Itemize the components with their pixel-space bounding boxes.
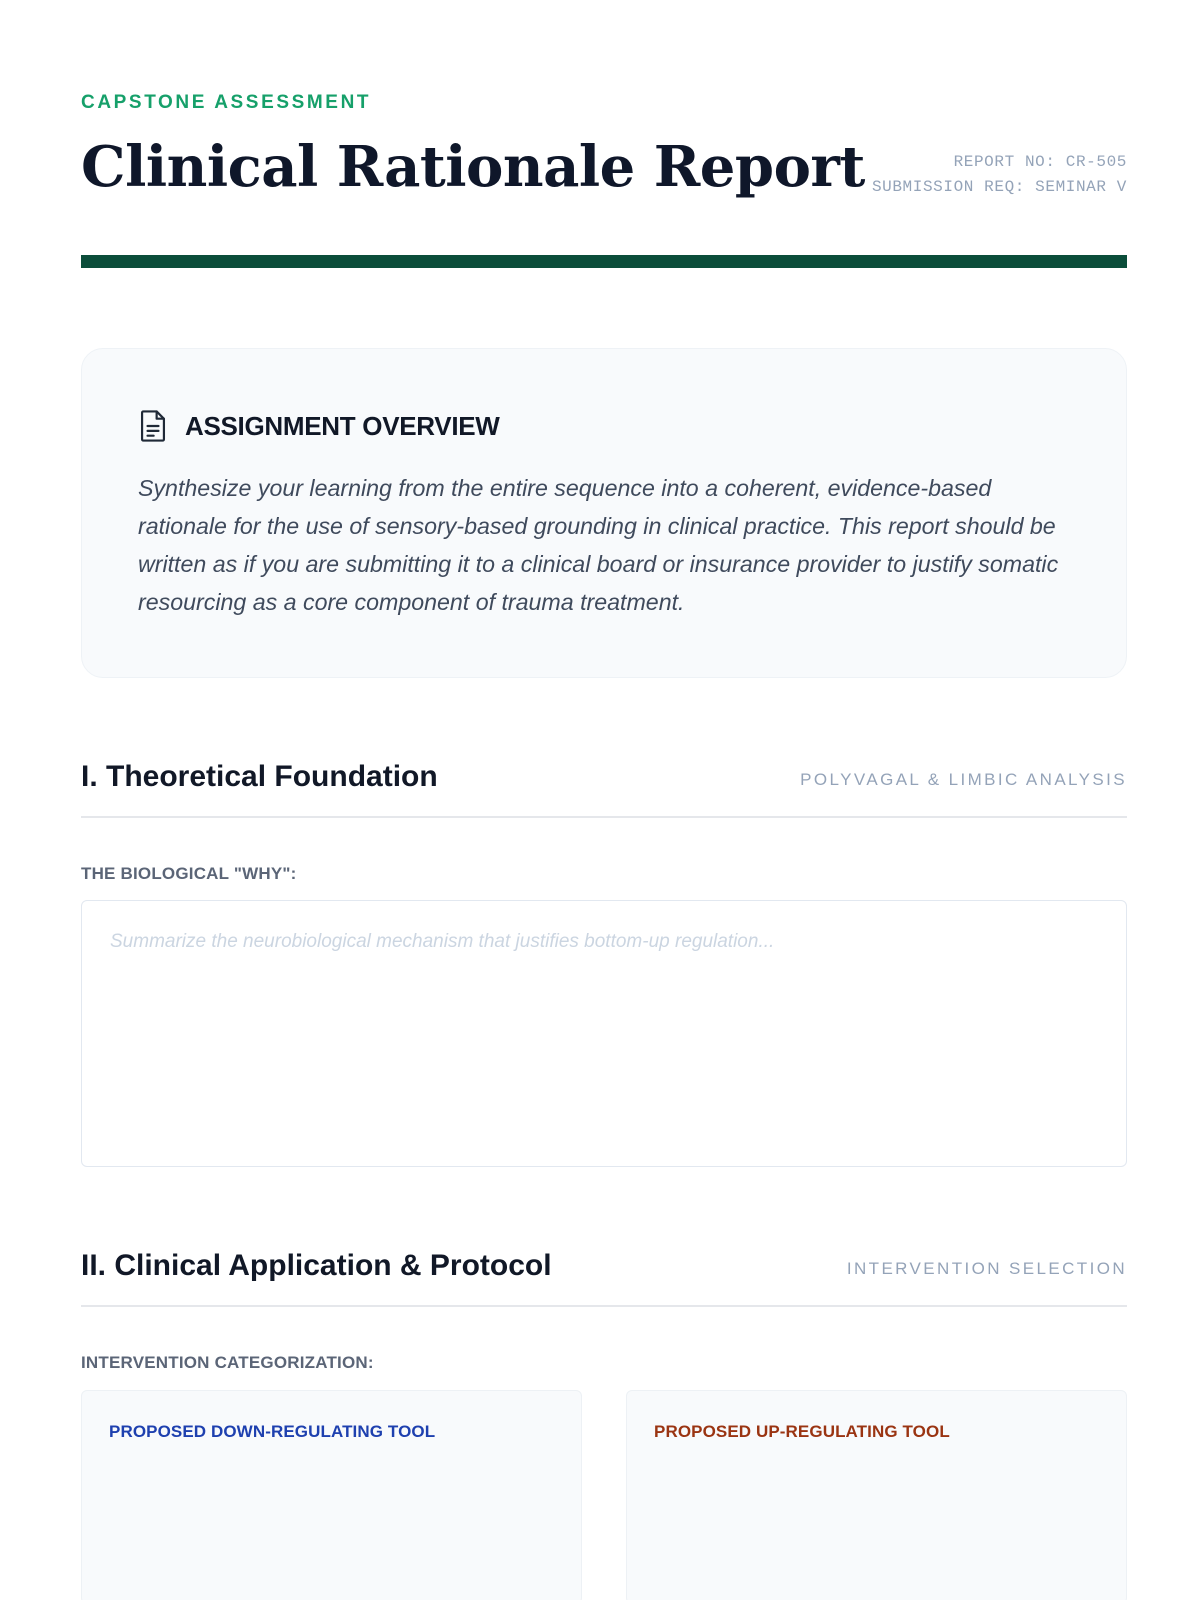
section-title: II. Clinical Application & Protocol — [81, 1249, 552, 1282]
biological-why-label: THE BIOLOGICAL "WHY": — [81, 864, 297, 883]
overview-header — [138, 409, 500, 443]
up-regulating-tool-label: PROPOSED UP-REGULATING TOOL — [654, 1422, 950, 1441]
up-regulating-tool-input[interactable] — [647, 1453, 1106, 1583]
section-tag: POLYVAGAL & LIMBIC ANALYSIS — [800, 770, 1127, 789]
section-clinical-application-header — [81, 1235, 1127, 1307]
document-icon — [138, 409, 168, 443]
header-divider — [81, 255, 1127, 268]
down-regulating-tool-label: PROPOSED DOWN-REGULATING TOOL — [109, 1422, 436, 1441]
eyebrow-label: CAPSTONE ASSESSMENT — [81, 92, 372, 113]
intervention-categorization-label: INTERVENTION CATEGORIZATION: — [81, 1353, 374, 1372]
section-tag: INTERVENTION SELECTION — [846, 1259, 1127, 1278]
assignment-overview-card — [81, 348, 1127, 678]
page-title: Clinical Rationale Report — [81, 134, 865, 200]
submission-requirement: SUBMISSION REQ: SEMINAR V — [871, 178, 1127, 196]
section-title: I. Theoretical Foundation — [81, 760, 438, 793]
overview-description: Synthesize your learning from the entire sequence into a coherent, evidence-based rationale for the use of sensory-based grounding in clinical practice. This report should be written as if you are submitting it to a clinical board or insurance provider to justify somatic resourcing as a core component of trauma treatment. — [138, 475, 1059, 615]
report-meta — [872, 150, 1127, 200]
biological-why-input[interactable] — [81, 900, 1127, 1167]
down-regulating-tool-card — [81, 1390, 582, 1600]
down-regulating-tool-input[interactable] — [102, 1453, 561, 1583]
up-regulating-tool-card — [626, 1390, 1127, 1600]
section-theoretical-foundation-header — [81, 746, 1127, 818]
overview-title: ASSIGNMENT OVERVIEW — [185, 410, 500, 441]
report-number: REPORT NO: CR-505 — [953, 153, 1127, 171]
